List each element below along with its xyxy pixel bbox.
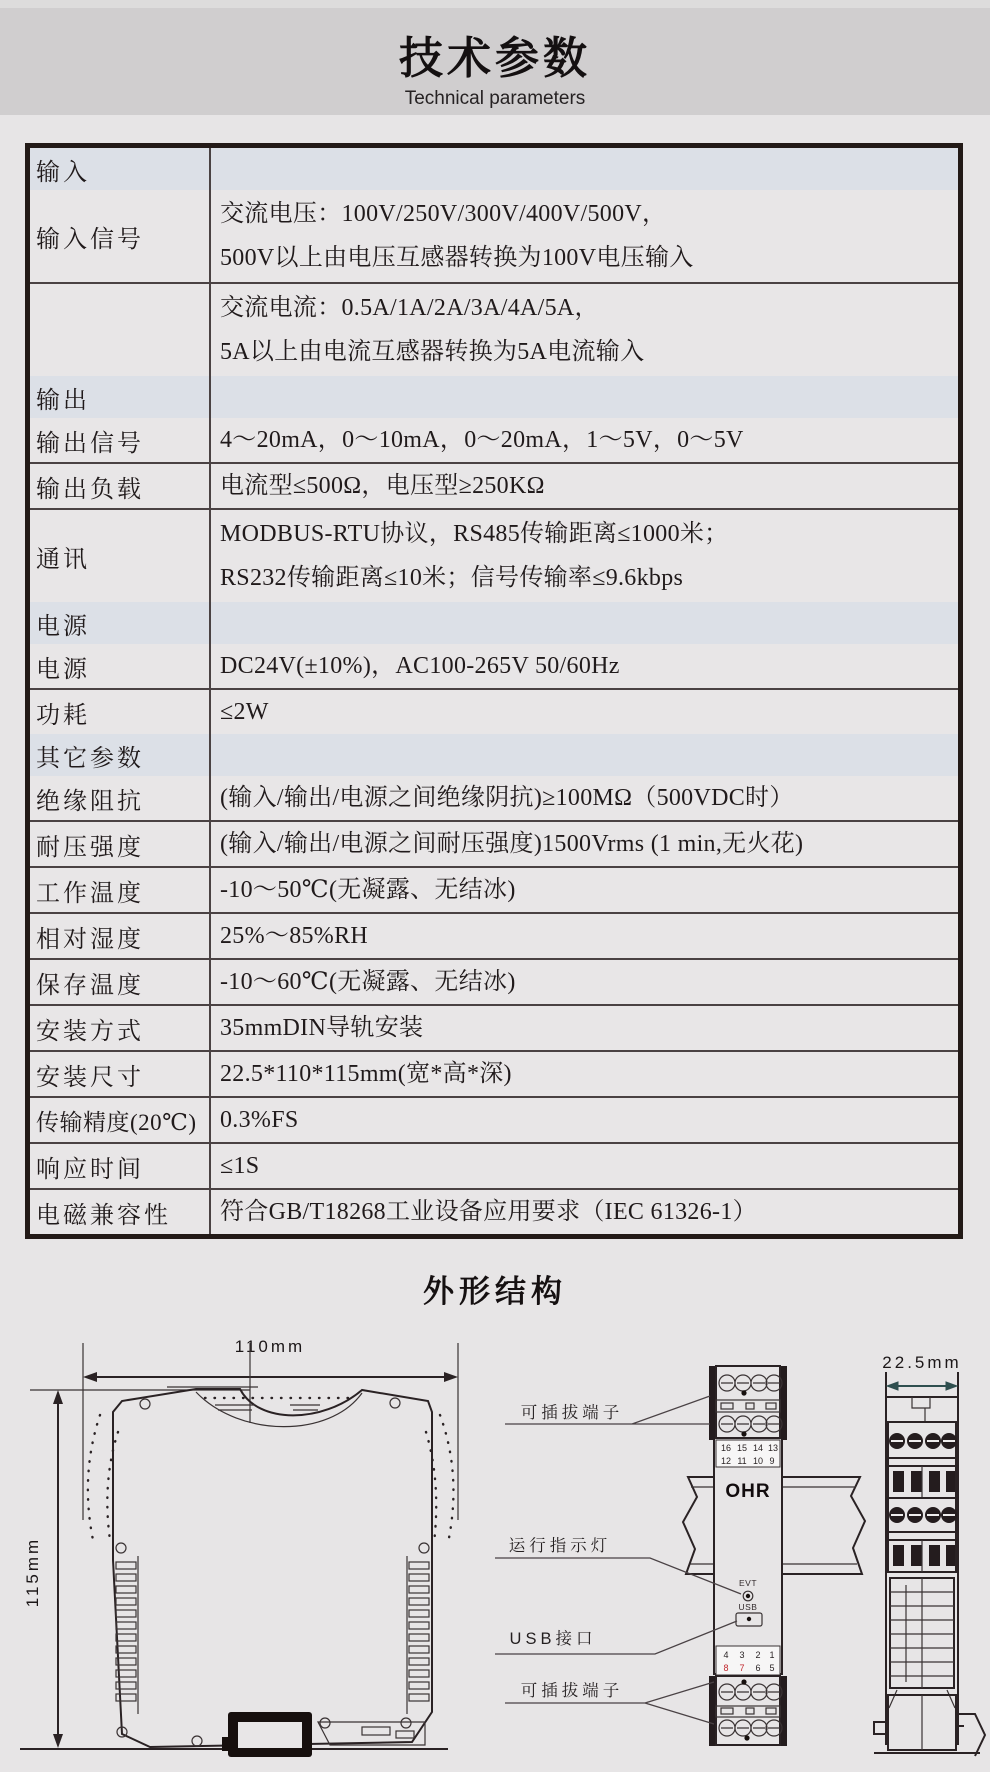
page-subtitle: Technical parameters <box>404 88 586 109</box>
row-label: 功耗 <box>30 690 211 734</box>
row-value-line: -10～50℃(无凝露、无结冰) <box>220 877 516 903</box>
dim-extension-lines <box>83 1343 458 1520</box>
table-row <box>30 284 958 376</box>
table-row <box>30 960 958 1006</box>
svg-text:10: 10 <box>752 1456 764 1466</box>
row-value-line: 符合GB/T18268工业设备应用要求（IEC 61326-1） <box>220 1199 757 1225</box>
table-row <box>30 190 958 284</box>
table-row <box>30 914 958 960</box>
row-label: 电源 <box>30 602 211 644</box>
table-row <box>30 1144 958 1190</box>
table-row <box>30 868 958 914</box>
callout-run-indicator: 运行指示灯 <box>508 1537 612 1555</box>
row-value-line: RS232传输距离≤10米；信号传输率≤9.6kbps <box>220 565 684 591</box>
table-section-row <box>30 376 958 418</box>
bottom-terminal-block <box>709 1676 787 1746</box>
row-value-line: 0.3%FS <box>220 1107 299 1133</box>
table-section-row <box>30 602 958 644</box>
row-value <box>211 376 958 418</box>
table-row <box>30 510 958 602</box>
row-value <box>211 190 958 282</box>
row-label: 工作温度 <box>30 868 211 912</box>
svg-text:4: 4 <box>723 1650 729 1660</box>
row-value <box>211 510 958 602</box>
row-value-line: 25%～85%RH <box>220 923 369 949</box>
row-value <box>211 602 958 644</box>
row-value-line: ≤2W <box>220 699 269 725</box>
row-label: 耐压强度 <box>30 822 211 866</box>
mounting-swing-arcs <box>88 1415 454 1543</box>
row-label: 输入信号 <box>30 190 211 282</box>
row-value <box>211 960 958 1004</box>
svg-text:8: 8 <box>723 1663 729 1673</box>
table-row <box>30 690 958 734</box>
outline-section-title: 外形结构 <box>423 1274 567 1309</box>
row-label: 通讯 <box>30 510 211 602</box>
dim-height-label: 115mm <box>23 1536 42 1608</box>
row-value-line: MODBUS-RTU协议，RS485传输距离≤1000米； <box>220 521 729 547</box>
row-value <box>211 734 958 776</box>
svg-text:EVT: EVT <box>738 1578 758 1588</box>
row-value <box>211 464 958 508</box>
arrow-depth-left <box>887 1382 898 1390</box>
side-view-drawing <box>20 1337 458 1757</box>
vent-slots-right <box>407 1556 429 1714</box>
row-value-line: 交流电压：100V/250V/300V/400V/500V， <box>220 201 667 227</box>
terminal-group-b <box>888 1498 957 1572</box>
row-label: 其它参数 <box>30 734 211 776</box>
narrow-side-view-drawing <box>874 1353 985 1756</box>
usb-port <box>736 1602 762 1626</box>
svg-text:3: 3 <box>739 1650 745 1660</box>
row-label: 保存温度 <box>30 960 211 1004</box>
page-title: 技术参数 <box>399 34 591 83</box>
brand-logo: OHR <box>725 1481 771 1502</box>
dim-corner-lines <box>30 1343 250 1423</box>
svg-text:6: 6 <box>755 1663 761 1673</box>
row-value-line: 500V以上由电压互感器转换为100V电压输入 <box>220 245 694 271</box>
top-strip <box>0 0 990 8</box>
module-body-outline <box>113 1389 432 1747</box>
row-label: 绝缘阻抗 <box>30 776 211 820</box>
table-row <box>30 1006 958 1052</box>
svg-text:13: 13 <box>767 1443 779 1453</box>
ribbed-section <box>889 1578 955 1708</box>
dim-depth-label: 22.5mm <box>882 1353 962 1372</box>
row-value-line: ≤1S <box>220 1153 260 1179</box>
spec-table <box>25 143 963 1239</box>
table-row <box>30 418 958 464</box>
row-value <box>211 1052 958 1096</box>
arrow-right <box>444 1372 458 1382</box>
row-value-line: DC24V(±10%)，AC100-265V 50/60Hz <box>220 653 620 679</box>
row-value-line: 5A以上由电流互感器转换为5A电流输入 <box>220 339 645 365</box>
callout-usb-port: USB接口 <box>509 1630 597 1648</box>
svg-text:1: 1 <box>769 1650 775 1660</box>
row-value <box>211 284 958 376</box>
header-band <box>0 8 990 115</box>
table-row <box>30 1052 958 1098</box>
row-value-line: 交流电流：0.5A/1A/2A/3A/4A/5A， <box>220 295 599 321</box>
svg-text:USB: USB <box>738 1602 758 1612</box>
svg-text:16: 16 <box>720 1443 732 1453</box>
svg-text:11: 11 <box>737 1456 747 1466</box>
row-value-line: 22.5*110*115mm(宽*高*深) <box>220 1061 512 1087</box>
row-value <box>211 148 958 190</box>
module-top-bars <box>215 1405 320 1410</box>
row-value <box>211 418 958 462</box>
svg-text:5: 5 <box>769 1663 775 1673</box>
row-value <box>211 822 958 866</box>
svg-text:9: 9 <box>769 1456 775 1466</box>
table-section-row <box>30 734 958 776</box>
table-row <box>30 644 958 690</box>
table-row <box>30 1098 958 1144</box>
led-indicator <box>739 1578 757 1601</box>
dim-width-label: 110mm <box>234 1337 306 1356</box>
row-value <box>211 1006 958 1050</box>
svg-text:7: 7 <box>739 1663 745 1673</box>
svg-text:14: 14 <box>752 1443 764 1453</box>
row-value <box>211 644 958 688</box>
svg-text:2: 2 <box>755 1650 761 1660</box>
arrow-left <box>83 1372 97 1382</box>
row-label: 相对湿度 <box>30 914 211 958</box>
row-value <box>211 868 958 912</box>
row-label: 电磁兼容性 <box>30 1190 211 1234</box>
din-clip <box>222 1712 312 1757</box>
bottom-terminal-numbers <box>716 1646 780 1675</box>
terminal-group-a <box>888 1422 957 1498</box>
table-section-row <box>30 148 958 190</box>
row-label: 输出信号 <box>30 418 211 462</box>
row-value <box>211 776 958 820</box>
arrow-up <box>53 1390 63 1404</box>
row-value <box>211 1098 958 1142</box>
outline-drawing <box>0 1210 990 1772</box>
row-value-line: 35mmDIN导轨安装 <box>220 1015 424 1041</box>
top-terminal-numbers <box>716 1440 780 1467</box>
row-label: 安装方式 <box>30 1006 211 1050</box>
callouts <box>495 1396 741 1724</box>
table-row <box>30 822 958 868</box>
din-rail <box>683 1477 865 1574</box>
row-value-line: (输入/输出/电源之间绝缘阴抗)≥100MΩ（500VDC时） <box>220 785 794 811</box>
top-notch <box>912 1397 930 1422</box>
svg-text:15: 15 <box>736 1443 748 1453</box>
arrow-down <box>53 1734 63 1748</box>
top-terminal-block <box>709 1366 787 1440</box>
row-value <box>211 690 958 734</box>
row-label: 输出负载 <box>30 464 211 508</box>
screw-holes <box>116 1398 429 1746</box>
callout-pluggable-terminal-top: 可插拔端子 <box>520 1404 624 1422</box>
table-row <box>30 776 958 822</box>
svg-text:12: 12 <box>720 1456 732 1466</box>
callout-pluggable-terminal-bottom: 可插拔端子 <box>520 1682 624 1700</box>
row-value-line: (输入/输出/电源之间耐压强度)1500Vrms (1 min,无火花) <box>220 831 804 857</box>
row-value-line: 电流型≤500Ω，电压型≥250KΩ <box>220 473 545 499</box>
row-value-line: 4～20mA，0～10mA，0～20mA，1～5V，0～5V <box>220 427 744 453</box>
row-label: 输入 <box>30 148 211 190</box>
device-body <box>714 1438 782 1674</box>
row-label: 电源 <box>30 644 211 688</box>
row-value-line: -10～60℃(无凝露、无结冰) <box>220 969 516 995</box>
arrow-depth-right <box>946 1382 957 1390</box>
row-label: 响应时间 <box>30 1144 211 1188</box>
row-label: 传输精度(20℃) <box>30 1098 211 1142</box>
row-label: 安装尺寸 <box>30 1052 211 1096</box>
row-value <box>211 1144 958 1188</box>
row-label <box>30 284 211 376</box>
front-view-drawing <box>495 1366 865 1746</box>
row-label: 输出 <box>30 376 211 418</box>
table-row <box>30 464 958 510</box>
row-value <box>211 914 958 958</box>
